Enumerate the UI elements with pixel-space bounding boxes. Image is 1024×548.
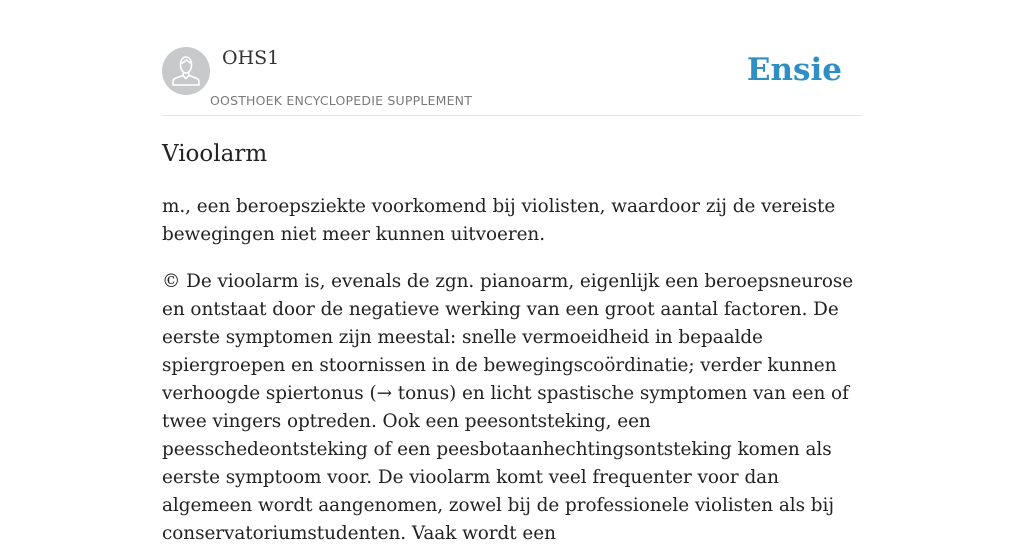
source-name-link[interactable]: OOSTHOEK ENCYCLOPEDIE SUPPLEMENT [210, 93, 473, 108]
article-content [162, 138, 862, 548]
ensie-logo-link[interactable]: Ensie [746, 52, 842, 88]
article-paragraph-body: © De vioolarm is, evenals de zgn. pianoarm, eigenlijk een beroepsneurose en ontstaat door de negatieve werking van een groot aantal factoren. De eerste symptomen zijn meestal: snelle vermoeidheid in bepaalde spiergroepen en stoornissen in de bewegingscoördinatie; verder kunnen verhoogde spiertonus (→ tonus) en licht spastische symptomen van een of twee vingers optreden. Ook een peesontsteking, een peesschedeontsteking of een peesbotaanhechtingsontsteking komen als eerste symptoom voor. De vioolarm komt veel frequenter voor dan algemeen wordt aangenomen, zowel bij de professionele violisten als bij conservatoriumstudenten. Vaak wordt een [162, 271, 854, 544]
article-paragraph-definition: m., een beroepsziekte voorkomend bij violisten, waardoor zij de vereiste bewegingen niet meer kunnen uitvoeren. [162, 196, 836, 245]
avatar[interactable] [162, 47, 210, 95]
article-title: Vioolarm [162, 141, 268, 167]
user-silhouette-icon [162, 47, 210, 95]
entry-header [162, 46, 862, 116]
user-name-link[interactable]: OHS1 [222, 47, 280, 69]
header-divider [162, 115, 862, 116]
